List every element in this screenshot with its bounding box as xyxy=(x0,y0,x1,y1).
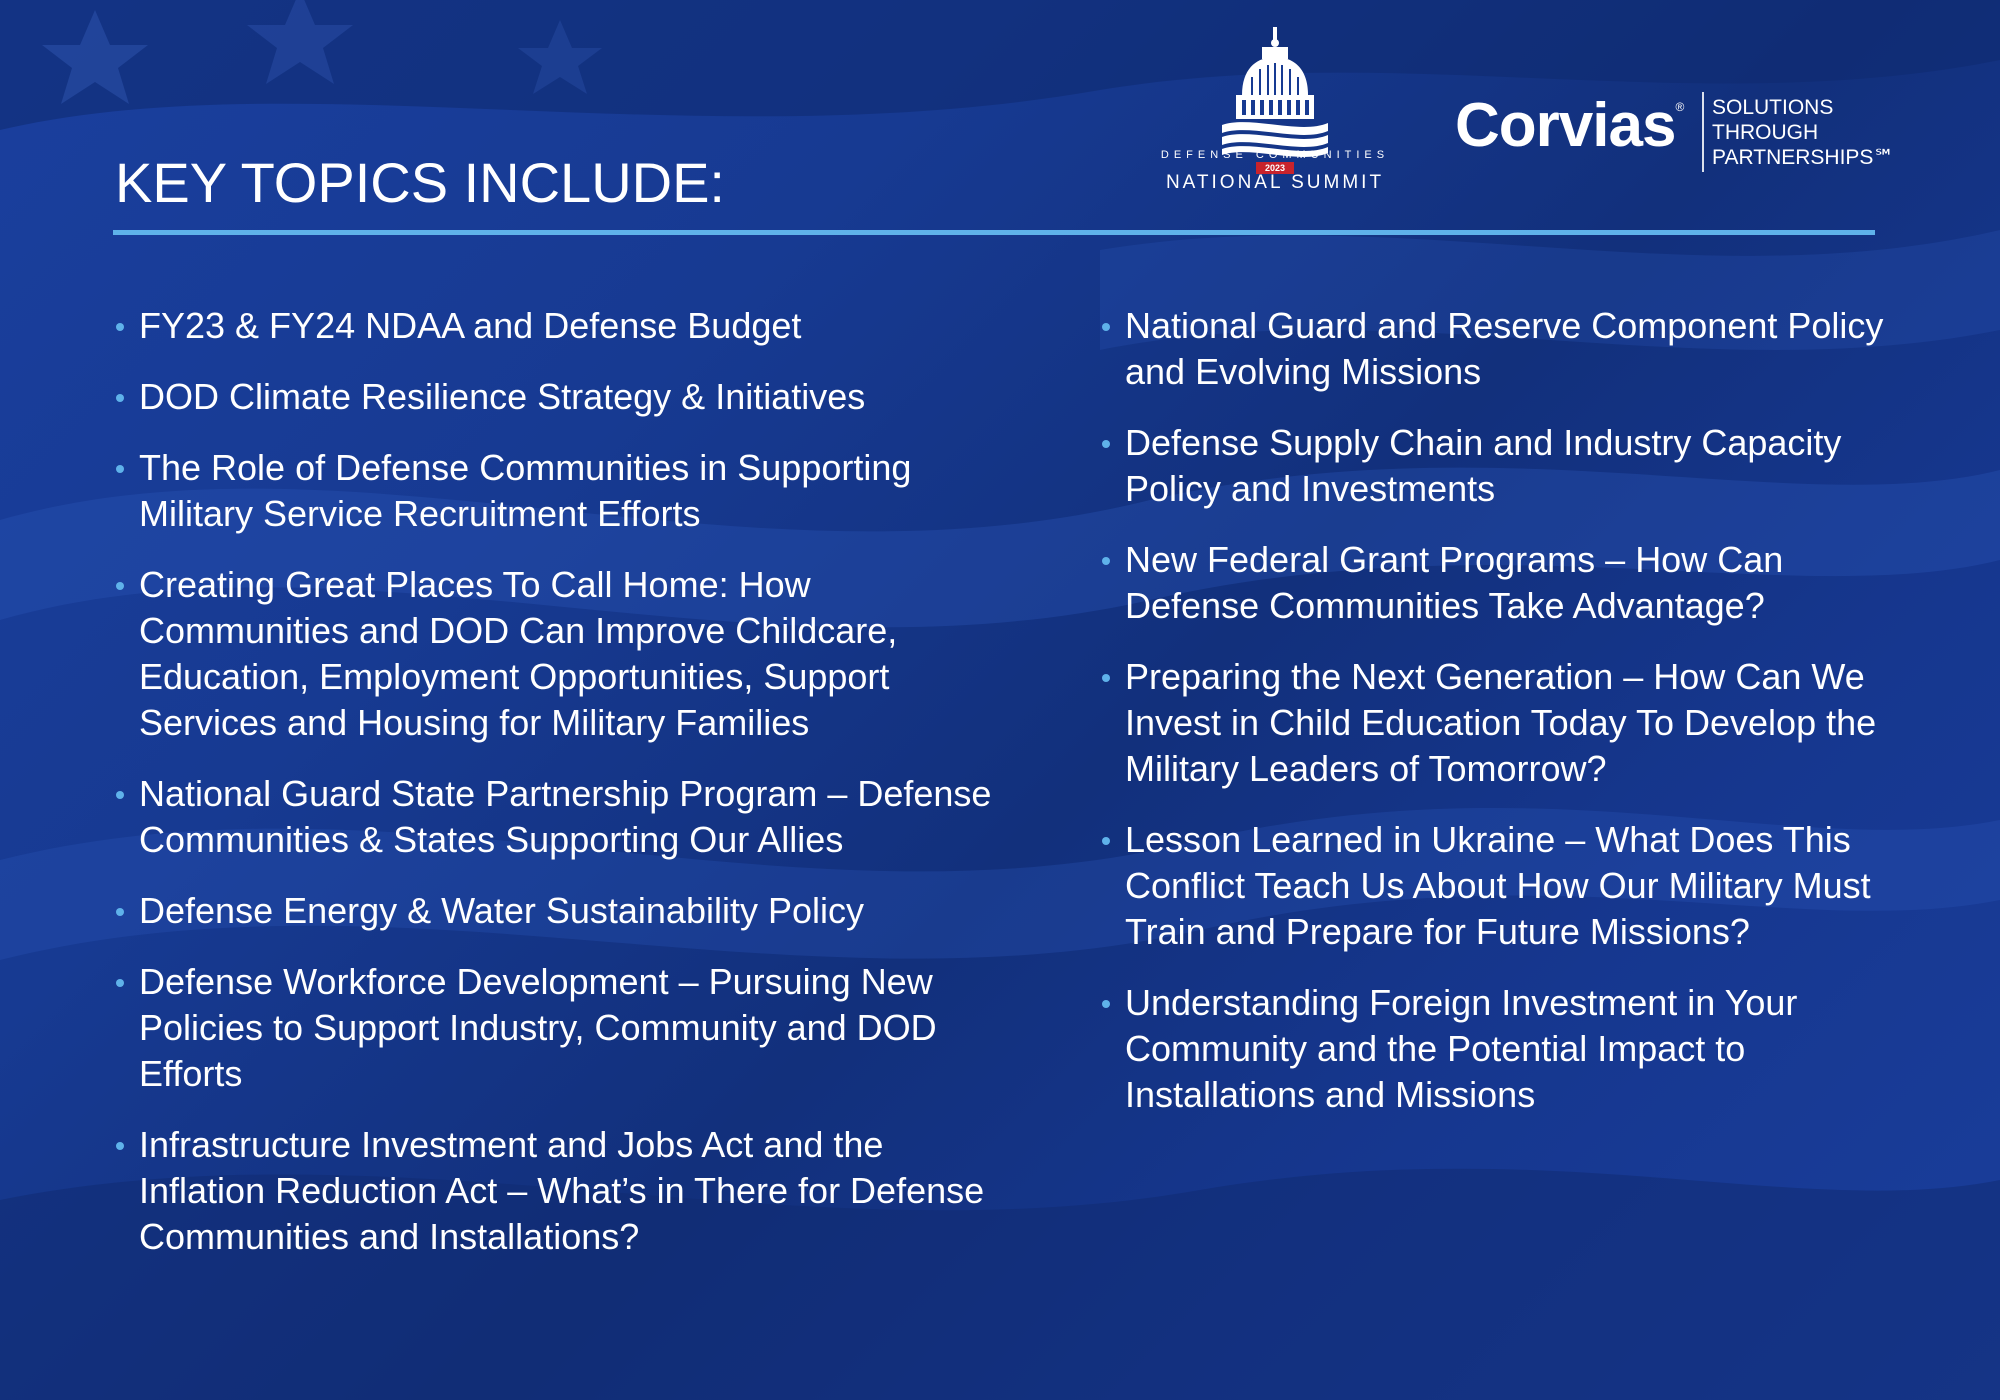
summit-year-badge: 2023 xyxy=(1256,162,1294,174)
corvias-wordmark: Corvias xyxy=(1455,91,1676,160)
bullet-icon xyxy=(116,979,124,987)
tagline-line: THROUGH xyxy=(1712,121,1819,144)
topics-right-column xyxy=(1101,303,1921,1143)
page-title: KEY TOPICS INCLUDE: xyxy=(115,151,725,214)
topic-text: Infrastructure Investment and Jobs Act and the Inflation Reduction Act – What’s in There for Defense Communities and Installations? xyxy=(139,1124,985,1257)
topic-text: FY23 & FY24 NDAA and Defense Budget xyxy=(139,305,802,346)
topic-item xyxy=(115,374,1005,420)
logo-divider xyxy=(1702,92,1704,172)
topic-text: Preparing the Next Generation – How Can We Invest in Child Education Today To Develop the Military Leaders of Tomorrow? xyxy=(1125,656,1877,789)
topic-item xyxy=(115,303,1005,349)
topic-text: The Role of Defense Communities in Supporting Military Service Recruitment Efforts xyxy=(139,447,912,534)
bullet-icon xyxy=(116,908,124,916)
topic-item xyxy=(115,771,1005,863)
topic-item xyxy=(1101,537,1921,629)
topic-item xyxy=(115,959,1005,1097)
topic-text: New Federal Grant Programs – How Can Defense Communities Take Advantage? xyxy=(1125,539,1784,626)
topic-text: Defense Workforce Development – Pursuing New Policies to Support Industry, Community and DOD Efforts xyxy=(139,961,937,1094)
corvias-logo xyxy=(1455,91,1684,160)
tagline-line: PARTNERSHIPS℠ xyxy=(1712,146,1895,169)
topic-item xyxy=(1101,980,1921,1118)
bullet-icon xyxy=(1102,323,1110,331)
tagline-line: SOLUTIONS xyxy=(1712,96,1834,119)
title-underline xyxy=(113,230,1875,235)
bullet-icon xyxy=(116,465,124,473)
topic-text: National Guard State Partnership Program – Defense Communities & States Supporting Our Allies xyxy=(139,773,992,860)
topic-text: Understanding Foreign Investment in Your Community and the Potential Impact to Installations and Missions xyxy=(1125,982,1798,1115)
summit-logo-line2: NATIONAL SUMMIT xyxy=(1165,172,1385,193)
topics-left-column xyxy=(115,303,1005,1285)
topic-item xyxy=(115,562,1005,746)
topic-text: Creating Great Places To Call Home: How Communities and DOD Can Improve Childcare, Education, Employment Opportunities, Support Services and Housing for Military Families xyxy=(139,564,898,743)
topic-item xyxy=(1101,303,1921,395)
topic-item xyxy=(115,445,1005,537)
topic-text: Lesson Learned in Ukraine – What Does This Conflict Teach Us About How Our Military Must Train and Prepare for Future Missions? xyxy=(1125,819,1871,952)
topic-text: Defense Supply Chain and Industry Capacity Policy and Investments xyxy=(1125,422,1842,509)
summit-logo-line1: DEFENSE COMMUNITIES xyxy=(1160,149,1390,161)
bullet-icon xyxy=(1102,674,1110,682)
registered-mark: ® xyxy=(1675,100,1684,114)
topic-item xyxy=(1101,817,1921,955)
topic-item xyxy=(115,888,1005,934)
bullet-icon xyxy=(1102,1000,1110,1008)
bullet-icon xyxy=(116,394,124,402)
bullet-icon xyxy=(1102,837,1110,845)
topic-text: Defense Energy & Water Sustainability Policy xyxy=(139,890,864,931)
topic-item xyxy=(1101,420,1921,512)
bullet-icon xyxy=(1102,557,1110,565)
bullet-icon xyxy=(116,1142,124,1150)
bullet-icon xyxy=(1102,440,1110,448)
bullet-icon xyxy=(116,791,124,799)
topic-text: DOD Climate Resilience Strategy & Initiatives xyxy=(139,376,866,417)
corvias-tagline xyxy=(1712,95,1895,170)
bullet-icon xyxy=(116,323,124,331)
topic-text: National Guard and Reserve Component Policy and Evolving Missions xyxy=(1125,305,1884,392)
topic-item xyxy=(115,1122,1005,1260)
topic-item xyxy=(1101,654,1921,792)
bullet-icon xyxy=(116,582,124,590)
